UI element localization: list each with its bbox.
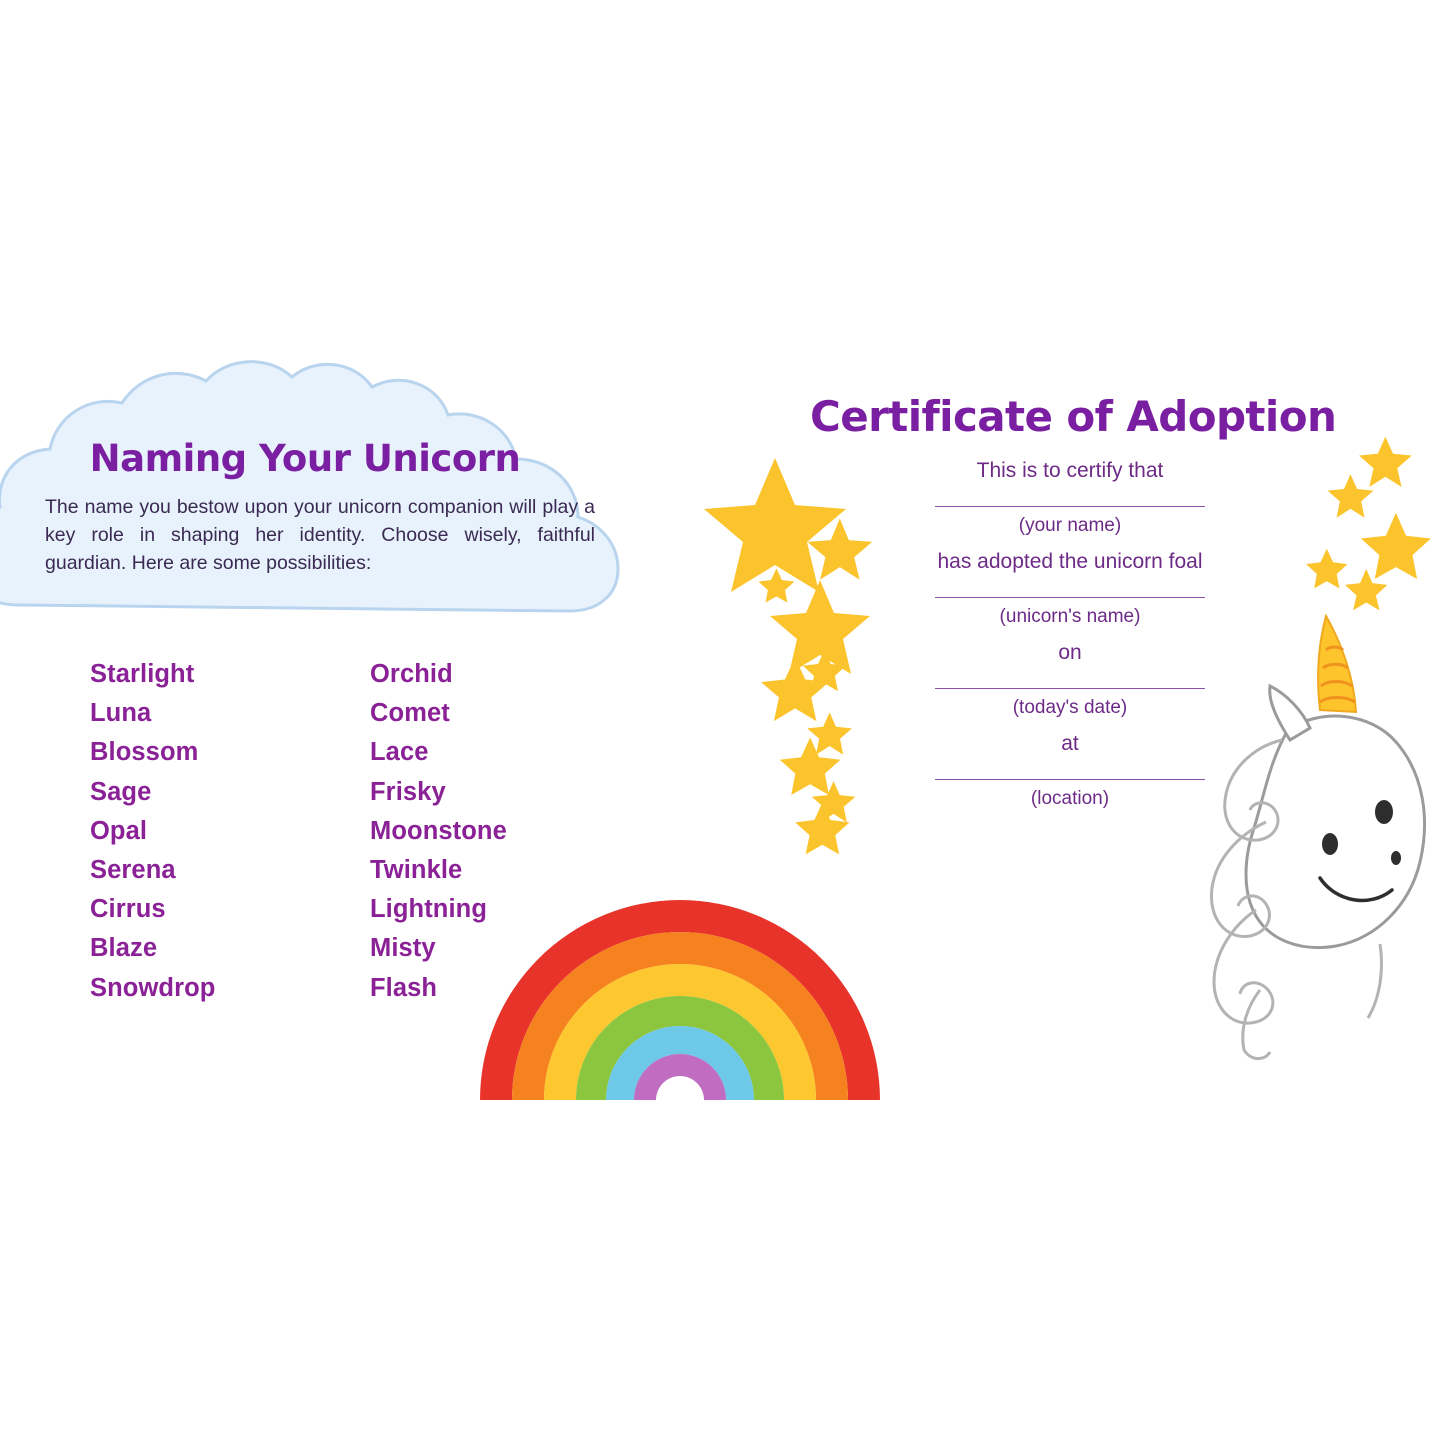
list-item: Lightning [370,895,488,924]
book-spread [0,330,1440,1100]
date-field[interactable] [935,688,1205,689]
list-item: Luna [90,699,152,728]
list-item: Cirrus [90,895,166,924]
unicorn-name-caption: (unicorn's name) [999,606,1141,627]
list-item: Blossom [90,738,199,767]
list-item: Twinkle [370,856,463,885]
left-page [0,330,700,1100]
certificate-middle-text: has adopted the unicorn foal [937,550,1203,573]
location-caption: (location) [1030,788,1110,809]
list-item: Flash [370,973,438,1002]
your-name-caption: (your name) [1018,515,1122,536]
list-item: Starlight [90,660,195,688]
connector-at: at [1061,732,1079,755]
name-column-1 [90,655,370,1008]
list-item: Serena [90,856,176,885]
connector-on: on [1058,641,1082,664]
list-item: Lace [370,738,429,767]
certificate-intro: This is to certify that [976,459,1164,482]
list-item: Orchid [370,660,453,688]
list-item: Opal [90,816,148,845]
unicorn-illustration-icon [1170,590,1440,1070]
list-item: Blaze [90,934,158,963]
your-name-field[interactable] [935,506,1205,507]
list-item: Moonstone [370,816,507,845]
list-item: Frisky [370,777,446,806]
cloud-heading: Naming Your Unicorn [89,437,521,480]
list-item: Misty [370,934,436,963]
unicorn-name-field[interactable] [935,597,1205,598]
list-item: Comet [370,699,450,728]
list-item: Snowdrop [90,973,216,1002]
list-item: Sage [90,777,152,806]
page-title: Certificate of Adoption [810,392,1337,441]
cloud-paragraph: The name you bestow upon your unicorn companion will play a key role in shaping her identity. Choose wisely, faithful guardian. Here are some possibilities: [45,496,595,574]
date-caption: (today's date) [1012,697,1128,718]
cloud-callout [0,355,690,655]
right-page [700,330,1440,1100]
location-field[interactable] [935,779,1205,780]
